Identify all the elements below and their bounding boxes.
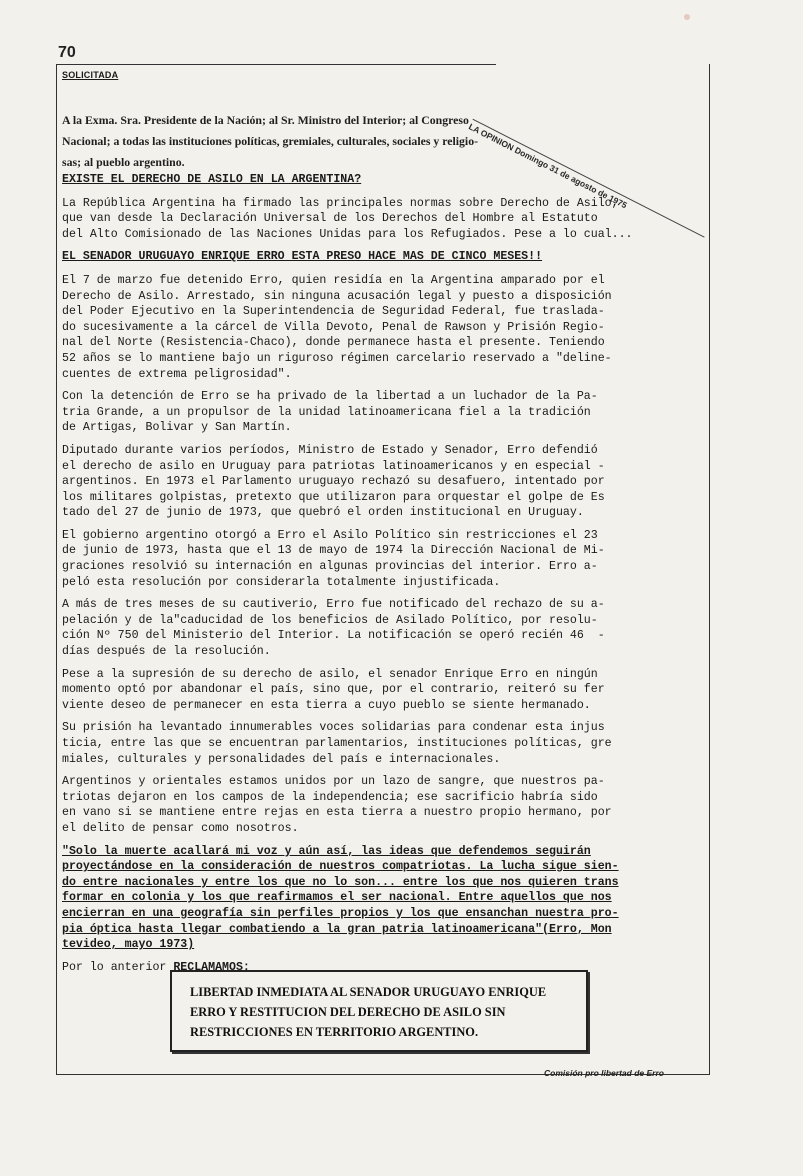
address-block <box>62 110 532 173</box>
text-line: Pese a la supresión de su derecho de asilo, el senador Enrique Erro en ningún <box>62 667 598 681</box>
text-line: de Artigas, Bolivar y San Martín. <box>62 421 292 435</box>
text-line: cuentes de extrema peligrosidad". <box>62 367 292 381</box>
quote-line: encierran en una geografía sin perfiles propios y los que ensanchan nuestra pro- <box>62 906 619 920</box>
text-line: nal del Norte (Resistencia-Chaco), donde permanece hasta el presente. Teniendo <box>62 336 605 350</box>
closing-emphasis: RECLAMAMOS: <box>173 960 250 974</box>
text-line: triotas dejaron en los campos de la independencia; ese sacrificio habría sido <box>62 790 598 804</box>
erro-quote <box>62 844 704 953</box>
text-line: miales, culturales y personalidades del país e internacionales. <box>62 752 501 766</box>
paragraph-appeal-rejected <box>62 597 704 659</box>
paragraph-career <box>62 443 704 521</box>
address-line: A la Exma. Sra. Presidente de la Nación; al Sr. Ministro del Interior; al Congreso <box>62 113 469 127</box>
paper-speck <box>684 14 690 20</box>
text-line: Su prisión ha levantado innumerables voces solidarias para condenar esta injus <box>62 721 605 735</box>
section-label: SOLICITADA <box>62 70 119 80</box>
quote-line: "Solo la muerte acallará mi voz y aún así, las ideas que defendemos seguirán <box>62 844 591 858</box>
paragraph-treaties <box>62 196 704 243</box>
paragraph-brotherhood <box>62 774 704 836</box>
text-line: do sucesivamente a la cárcel de Villa Devoto, Penal de Rawson y Prisión Regio- <box>62 320 605 334</box>
text-line: El 7 de marzo fue detenido Erro, quien residía en la Argentina amparado por el <box>62 273 605 287</box>
paragraph-detention <box>62 389 704 436</box>
text-line: el delito de pensar como nosotros. <box>62 821 299 835</box>
text-line: Diputado durante varios períodos, Ministro de Estado y Senador, Erro defendió <box>62 443 598 457</box>
text-line: Derecho de Asilo. Arrestado, sin ninguna acusación legal y puesto a disposición <box>62 289 612 303</box>
text-line: A más de tres meses de su cautiverio, Erro fue notificado del rechazo de su a- <box>62 598 605 612</box>
text-line: tado del 27 de junio de 1973, que quebró el orden institucional en Uruguay. <box>62 506 584 520</box>
paragraph-solidarity <box>62 720 704 767</box>
text-line: ticia, entre las que se encuentran parlamentarios, instituciones políticas, gre <box>62 737 612 750</box>
notice-body <box>62 172 704 975</box>
text-line: momento optó por abandonar el país, sino que, por el contrario, reiteró su fer <box>62 683 605 697</box>
text-line: peló esta resolución por considerarla totalmente injustificada. <box>62 575 501 589</box>
paragraph-asylum-granted <box>62 528 704 590</box>
text-line: viente deseo de permanecer en esta tierra a cuyo pueblo se siente hermanado. <box>62 698 591 712</box>
closing-prefix: Por lo anterior <box>62 960 174 974</box>
text-line: de junio de 1973, hasta que el 13 de mayo de 1974 la Dirección Nacional de Mi- <box>62 544 605 558</box>
text-line: tria Grande, a un propulsor de la unidad latinoamericana fiel a la tradición <box>62 405 591 419</box>
address-line: Nacional; a todas las instituciones políticas, gremiales, culturales, sociales y religio- <box>62 134 479 148</box>
quote-line: tevideo, mayo 1973) <box>62 938 195 952</box>
text-line: pelación y de la"caducidad de los beneficios de Asilado Político, por resolu- <box>62 613 598 627</box>
paragraph-remains <box>62 667 704 714</box>
heading-asylum-question: EXISTE EL DERECHO DE ASILO EN LA ARGENTINA? <box>62 173 362 186</box>
text-line: La República Argentina ha firmado las principales normas sobre Derecho de Asilo, <box>62 196 619 210</box>
text-line: que van desde la Declaración Universal de los Derechos del Hombre al Estatuto <box>62 212 598 226</box>
heading-senator-imprisoned: EL SENADOR URUGUAYO ENRIQUE ERRO ESTA PRESO HACE MAS DE CINCO MESES!! <box>62 250 543 264</box>
quote-line: formar en colonia y los que reafirmamos el ser nacional. Entre aquellos que nos <box>62 891 612 905</box>
text-line: los militares golpistas, pretexto que utilizaron para orquestar el golpe de Es <box>62 490 605 504</box>
text-line: del Poder Ejecutivo en la Superintendencia de Seguridad Federal, fue traslada- <box>62 305 605 319</box>
text-line: Argentinos y orientales estamos unidos por un lazo de sangre, que nuestros pa- <box>62 775 605 789</box>
text-line: 52 años se lo mantiene bajo un riguroso régimen carcelario reservado a "deline- <box>62 351 612 365</box>
text-line: ción Nº 750 del Ministerio del Interior. La notificación se operó recién 46 - <box>62 629 605 643</box>
text-line: graciones resolvió su internación en algunas provincias del interior. Erro a- <box>62 560 598 574</box>
address-line: sas; al pueblo argentino. <box>62 155 185 169</box>
page-number: 70 <box>58 44 76 61</box>
demand-box <box>170 970 588 1052</box>
quote-line: do entre nacionales y entre los que no lo son... entre los que nos quieren trans <box>62 875 619 889</box>
text-line: días después de la resolución. <box>62 645 271 659</box>
demand-line: LIBERTAD INMEDIATA AL SENADOR URUGUAYO ENRIQUE <box>190 985 547 999</box>
text-line: del Alto Comisionado de las Naciones Unidas para los Refugiados. Pese a lo cual... <box>62 227 633 241</box>
demand-line: RESTRICCIONES EN TERRITORIO ARGENTINO. <box>190 1025 479 1039</box>
quote-line: proyectándose en la consideración de nuestros compatriotas. La lucha sigue sien- <box>62 860 619 874</box>
text-line: en vano si se mantiene entre rejas en esta tierra a nuestro propio hermano, por <box>62 806 612 820</box>
quote-line: pia óptica hasta llegar combatiendo a la gran patria latinoamericana"(Erro, Mon <box>62 922 612 936</box>
demand-line: ERRO Y RESTITUCION DEL DERECHO DE ASILO SIN <box>190 1005 506 1019</box>
signature: Comisión pro libertad de Erro <box>544 1068 664 1078</box>
text-line: Con la detención de Erro se ha privado de la libertad a un luchador de la Pa- <box>62 390 598 404</box>
text-line: El gobierno argentino otorgó a Erro el Asilo Político sin restricciones el 23 <box>62 528 598 542</box>
newspaper-date-stamp: LA OPINION Domingo 31 de agosto de 1975 <box>467 119 705 249</box>
paragraph-arrest <box>62 273 704 382</box>
text-line: argentinos. En 1973 el Parlamento uruguayo rechazó su desafuero, intentado por <box>62 475 605 489</box>
text-line: el derecho de asilo en Uruguay para patriotas latinoamericanos y en especial - <box>62 459 605 473</box>
